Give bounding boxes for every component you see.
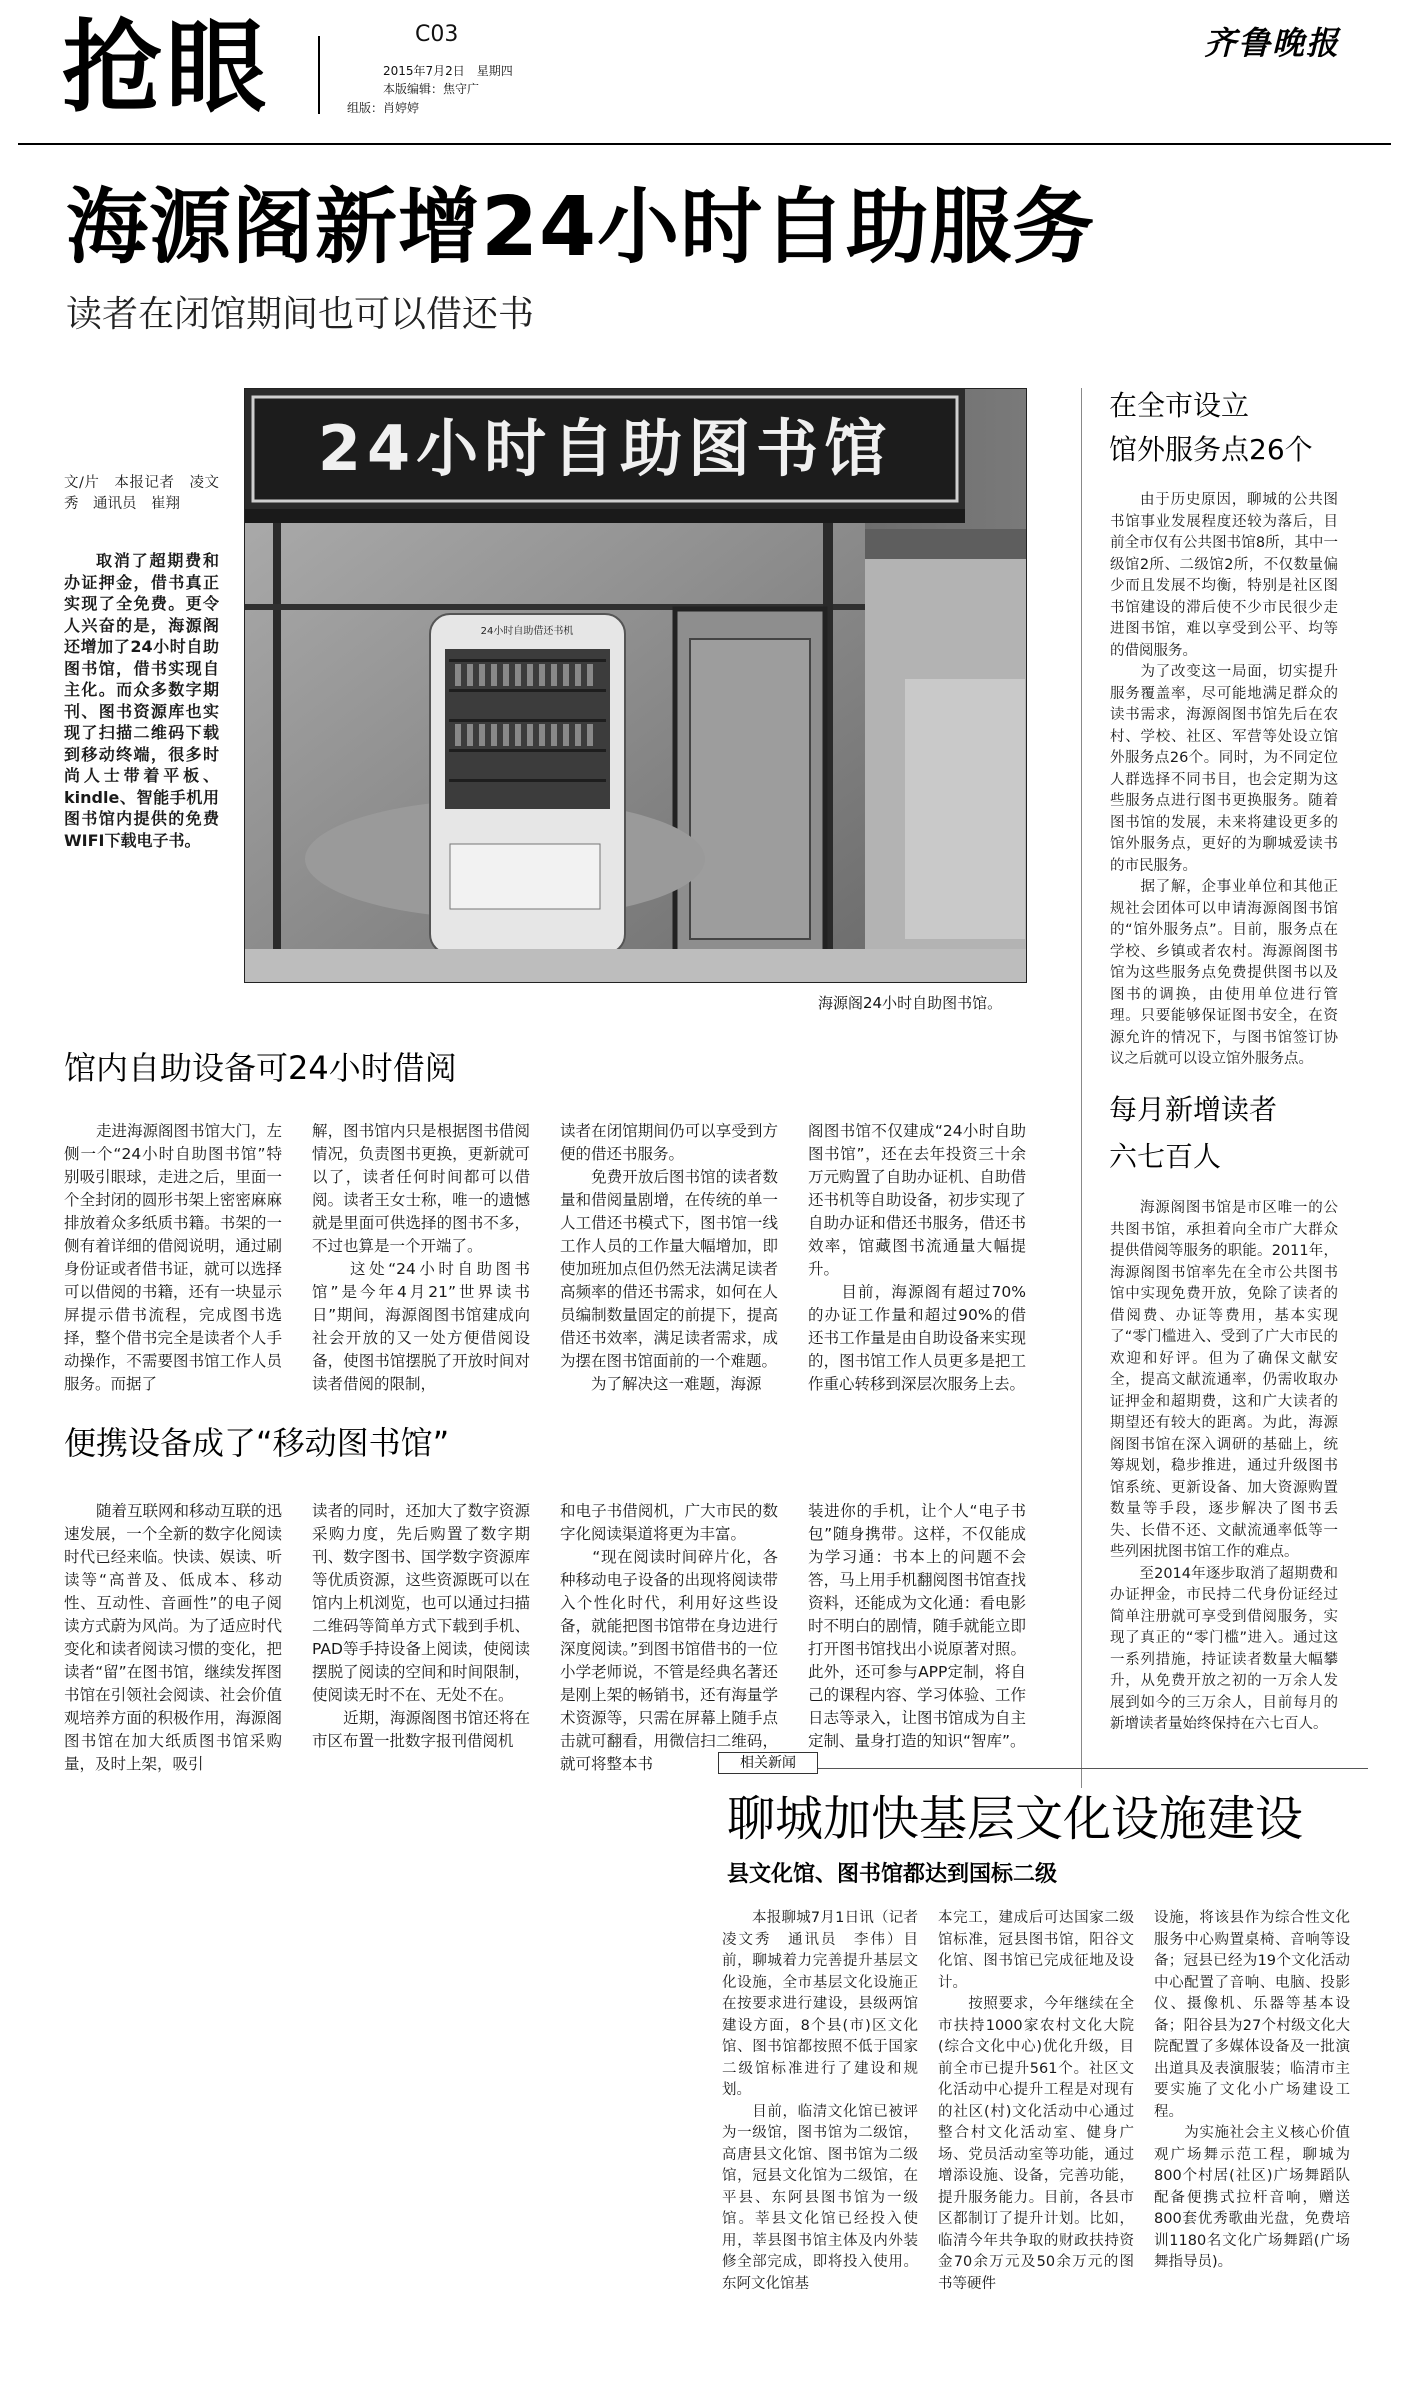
photo-machine-text: 24小时自助借还书机 — [480, 626, 574, 637]
date-line: 2015年7月2日 星期四 — [383, 64, 513, 78]
section1-col1: 走进海源阁图书馆大门，左侧一个“24小时自助图书馆”特别吸引眼球，走进之后，里面一个全封闭的圆形书架上密密麻麻排放着众多纸质书籍。书架的一侧有着详细的借阅说明，通过刷身份证或者借书证，就可以选择可以借阅的书籍，还有一块显示屏提示借书流程，完成图书选择，整个借书完全是读者个人手动操作，不需要图书馆工作人员服务。而据了 — [64, 1122, 283, 1393]
lead-paragraph: 取消了超期费和办证押金，借书真正实现了全免费。更令人兴奋的是，海源阁还增加了24小时自助图书馆，借书实现自主化。而众多数字期刊、图书资源库也实现了扫描二维码下载到移动终端，很多时尚人士带着平板、kindle、智能手机用图书馆内提供的免费WIFI下载电子书。 — [64, 551, 219, 850]
side2-title-line1: 每月新增读者 — [1109, 1093, 1278, 1126]
section2-col3: 和电子书借阅机，广大市民的数字化阅读渠道将更为丰富。 “现在阅读时间碎片化，各种移动电子设备的出现将阅读带入个性化时代，利用好这些设备，就能把图书馆带在身边进行深度阅读。”到图书馆借书的一位小学老师说，不管是经典名著还是刚上架的畅销书，还有海量学术资源等，只需在屏幕上随手点击就可翻看，用微信扫二维码，就可将整本书 — [560, 1502, 778, 1773]
section2-col4: 装进你的手机，让个人“电子书包”随身携带。这样，不仅能成为学习通：书本上的问题不会答，马上用手机翻阅图书馆查找资料，还能成为文化通：看电影时不明白的剧情，随手就能立即打开图书馆找出小说原著对照。此外，还可参与APP定制，将自己的课程内容、学习体验、工作日志等录入，让图书馆成为自主定制、量身打造的知识“智库”。 — [808, 1502, 1026, 1750]
subheadline: 读者在闭馆期间也可以借还书 — [66, 294, 535, 335]
side1-title-line1: 在全市设立 — [1109, 389, 1250, 422]
side1-body: 由于历史原因，聊城的公共图书馆事业发展程度还较为落后，目前全市仅有公共图书馆8所，其中一级馆2所、二级馆2所，不仅数量偏少而且发展不均衡，特别是社区图书馆建设的滞后使不少市民很少走进图书馆，难以享受到公平、均等的借阅服务。 为了改变这一局面，切实提升服务覆盖率，尽可能地满足群众的读书需求，海源阁图书馆先后在农村、学校、社区、军营等处设立馆外服务点26个。同时，为不同定位人群选择不同书目，也会定期为这些服务点进行图书更换服务。随着图书馆的发展，未来将建设更多的馆外服务点，更好的为聊城爱读书的市民服务。 据了解，企事业单位和其他正规社会团体可以申请海源阁图书馆的“馆外服务点”。目前，服务点在学校、乡镇或者农村。海源阁图书馆为这些服务点免费提供图书以及图书的调换，由使用单位进行管理。只要能够保证图书安全，在资源允许的情况下，与图书馆签订协议之后就可以设立馆外服务点。 — [1110, 492, 1338, 1067]
section2-col2: 读者的同时，还加大了数字资源采购力度，先后购置了数字期刊、数字图书、国学数字资源库等优质资源，这些资源既可以在馆内上机浏览，也可以通过扫描二维码等简单方式下载到手机、PAD等手持设备上阅读，使阅读摆脱了阅读的空间和时间限制，使阅读无时不在、无处不在。 近期，海源阁图书馆还将在市区布置一批数字报刊借阅机 — [312, 1502, 530, 1750]
section1-col3: 读者在闭馆期间仍可以享受到方便的借还书服务。 免费开放后图书馆的读者数量和借阅量剧增，在传统的单一人工借还书模式下，图书馆一线工作人员的工作量大幅增加，即使加班加点但仍然无法满足读者高频率的借还书需求，如何在人员编制数量固定的前提下，提高借还书效率，满足读者需求，成为摆在图书馆面前的一个难题。 为了解决这一难题，海源 — [560, 1122, 778, 1393]
layout-line: 组版：肖婷婷 — [347, 101, 420, 115]
section2-title: 便携设备成了“移动图书馆” — [64, 1424, 450, 1462]
side1-title-line2: 馆外服务点26个 — [1109, 433, 1313, 466]
headline: 海源阁新增24小时自助服务 — [66, 180, 1096, 275]
masthead-rule — [18, 143, 1391, 145]
newspaper-logo: 齐鲁晚报 — [1204, 24, 1341, 62]
related-col1: 本报聊城7月1日讯（记者 凌文秀 通讯员 李伟）目前，聊城着力完善提升基层文化设施，全市基层文化设施正在按要求进行建设，县级两馆建设方面，8个县(市)区文化馆、图书馆都按照不低于国家二级馆标准进行了建设和规划。 目前，临清文化馆已被评为一级馆，图书馆为二级馆，高唐县文化馆、图书馆为二级馆，冠县文化馆为二级馆，在平县、东阿县图书馆为一级馆。莘县文化馆已经投入使用，莘县图书馆主体及内外装修全部完成，即将投入使用。东阿文化馆基 — [722, 1910, 918, 2292]
masthead-divider — [318, 36, 320, 114]
byline: 文/片 本报记者 凌文秀 通讯员 崔翔 — [64, 475, 219, 512]
related-col3: 设施，将该县作为综合性文化服务中心购置桌椅、音响等设备；冠县已经为19个文化活动中心配置了音响、电脑、投影仪、摄像机、乐器等基本设备；阳谷县为27个村级文化大院配置了多媒体设备及一批演出道具及表演服装；临清市主要实施了文化小广场建设工程。 为实施社会主义核心价值观广场舞示范工程，聊城为800个村居(社区)广场舞蹈队配备便携式拉杆音响，赠送800套优秀歌曲光盘，免费培训1180名文化广场舞蹈(广场舞指导员)。 — [1154, 1910, 1350, 2270]
side2-body: 海源阁图书馆是市区唯一的公共图书馆，承担着向全市广大群众提供借阅等服务的职能。2011年，海源阁图书馆率先在全市公共图书馆中实现免费开放，免除了读者的借阅费、办证等费用，基本实现了“零门槛进入、受到了广大市民的欢迎和好评。但为了确保文献安全，提高文献流通率，仍需收取办证押金和超期费，这和广大读者的期望还有较大的距离。为此，海源阁图书馆在深入调研的基础上，统筹规划，稳步推进，通过升级图书馆系统、更新设备、加大资源购置数量等手段，逐步解决了图书丢失、长借不还、文献流通率低等一些列困扰图书馆工作的难点。 至2014年逐步取消了超期费和办证押金，市民持二代身份证经过简单注册就可享受到借阅服务，实现了真正的“零门槛”进入。通过这一系列措施，持证读者数量大幅攀升，从免费开放之初的一万余人发展到如今的三万余人，目前每月的新增读者量始终保持在六七百人。 — [1110, 1200, 1338, 1732]
photo-sign-text: 24小时自助图书馆 — [317, 412, 893, 485]
section-logo: 抢眼 — [62, 9, 270, 126]
sidebar-divider — [1081, 388, 1082, 1788]
editor-line: 本版编辑：焦守广 — [383, 82, 480, 96]
related-title: 聊城加快基层文化设施建设 — [727, 1791, 1304, 1847]
section1-col4: 阁图书馆不仅建成“24小时自助图书馆”，还在去年投资三十余万元购置了自助办证机、自助借还书机等自助设备，初步实现了自助办证和借还书服务，借还书效率，馆藏图书流通量大幅提升。 目前，海源阁有超过70%的办证工作量和超过90%的借还书工作量是由自助设备来实现的，图书馆工作人员更多是把工作重心转移到深层次服务上去。 — [808, 1122, 1026, 1393]
page-number: C03 — [415, 22, 459, 47]
related-tag: 相关新闻 — [718, 1752, 818, 1774]
section2-col1: 随着互联网和移动互联的迅速发展，一个全新的数字化阅读时代已经来临。快读、娱读、听读等“高普及、低成本、移动性、互动性、音画性”的电子阅读方式蔚为风尚。为了适应时代变化和读者阅读习惯的变化，把读者“留”在图书馆，继续发挥图书馆在引领社会阅读、社会价值观培养方面的积极作用，海源阁图书馆在加大纸质图书馆采购量，及时上架，吸引 — [64, 1502, 283, 1773]
library-photo — [244, 388, 1027, 983]
related-col2: 本完工，建成后可达国家二级馆标准，冠县图书馆，阳谷文化馆、图书馆已完成征地及设计。 按照要求，今年继续在全市扶持1000家农村文化大院(综合文化中心)优化升级，目前全市已提升561个。社区文化活动中心提升工程是对现有的社区(村)文化活动中心通过整合村文化活动室、健身广场、党员活动室等功能，通过增添设施、设备，完善功能，提升服务能力。目前，各县市区都制订了提升计划。比如，临清今年共争取的财政扶持资金70余万元及50余万元的图书等硬件 — [938, 1910, 1134, 2292]
related-subtitle: 县文化馆、图书馆都达到国标二级 — [727, 1862, 1058, 1887]
section1-col2: 解，图书馆内只是根据图书借阅情况，负责图书更换，更新就可以了，读者任何时间都可以借阅。读者王女士称，唯一的遗憾就是里面可供选择的图书不多，不过也算是一个开端了。 这处“24小时自助图书馆”是今年4月21”世界读书日”期间，海源阁图书馆建成向社会开放的又一处方便借阅设备，使图书馆摆脱了开放时间对读者借阅的限制， — [312, 1122, 530, 1393]
side2-title-line2: 六七百人 — [1109, 1140, 1222, 1173]
photo-caption: 海源阁24小时自助图书馆。 — [818, 994, 1003, 1012]
section1-title: 馆内自助设备可24小时借阅 — [64, 1049, 457, 1087]
